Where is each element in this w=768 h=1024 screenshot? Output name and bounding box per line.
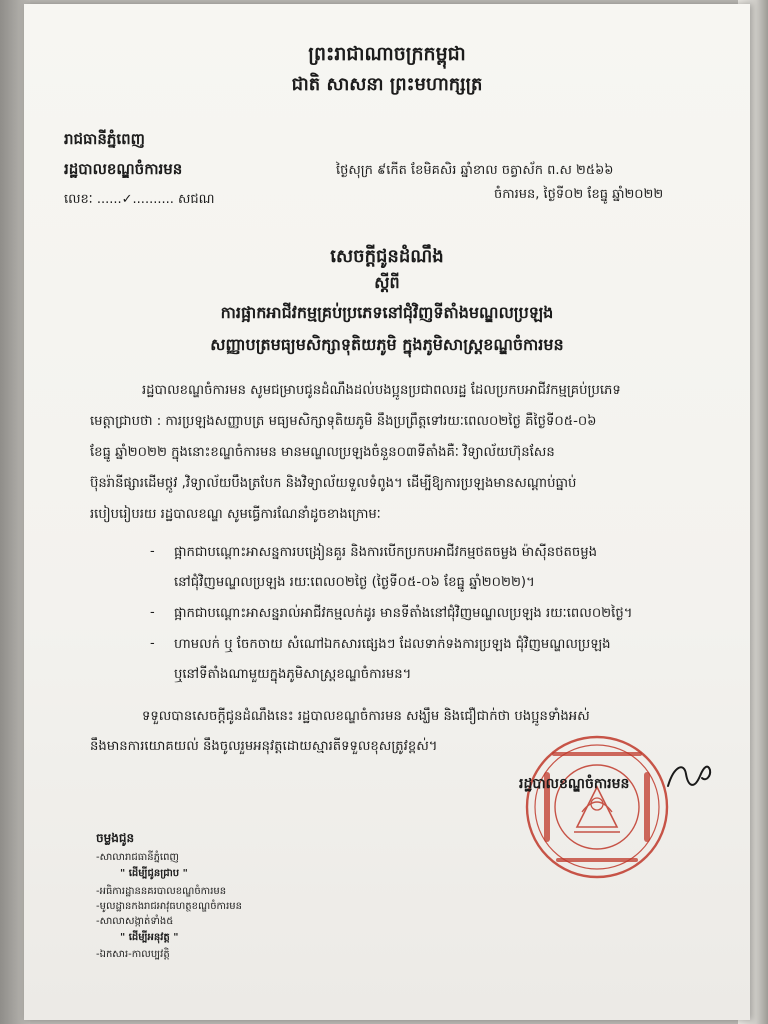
bullet-item-line: ផ្អាកជាបណ្តោះអាសន្នរាល់អាជីវកម្មលក់ដូរ មានទីតាំងនៅជុំវិញមណ្ឌលប្រឡង រយៈពេល០២ថ្ងៃ។: [174, 606, 633, 621]
bullet-dash: -: [150, 544, 155, 559]
paragraph-1-line: ប៊ុនរ៉ានីផ្សារដើមថ្កូវ ,វិទ្យាល័យបឹងត្របែក និងវិទ្យាល័យទួលទំពូង។ ដើម្បីឱ្យការប្រឡងមានសណ្តាប់ធ្នាប់: [90, 476, 577, 491]
paragraph-2-line: ទទួលបានសេចក្តីជូនដំណឹងនេះ រដ្ឋបាលខណ្ឌចំការមន សង្ឃឹម និងជឿជាក់ថា បងប្អូនទាំងអស់: [142, 709, 590, 724]
notice-about: ស្តីពី: [374, 273, 400, 292]
cc-item: -ឯកសារ-កាលប្បវត្តិ: [96, 949, 170, 960]
document-page: [24, 4, 750, 1020]
solar-date: ចំការមន, ថ្ងៃទី០២ ខែធ្នូ ឆ្នាំ២០២២: [494, 187, 664, 202]
cc-item-note: " ដើម្បីជូនជ្រាប ": [120, 868, 188, 879]
cc-item: -សាលារាជធានីភ្នំពេញ: [96, 852, 179, 863]
paragraph-1-line: រដ្ឋបាលខណ្ឌចំការមន សូមជម្រាបជូនដំណឹងដល់បងប្អូនប្រជាពលរដ្ឋ ដែលប្រកបអាជីវកម្មគ្រប់ប្រភេទ: [142, 383, 621, 398]
notice-subject-line-2: សញ្ញាបត្រមធ្យមសិក្សាទុតិយភូមិ ក្នុងភូមិសាស្រ្តខណ្ឌចំការមន: [210, 335, 564, 354]
bullet-item-line: ហាមលក់ ឬ ចែកចាយ សំណៅឯកសារផ្សេងៗ ដែលទាក់ទងការប្រឡង ជុំវិញមណ្ឌលប្រឡង: [174, 637, 611, 652]
notice-subject-line-1: ការផ្អាកអាជីវកម្មគ្រប់ប្រភេទនៅជុំវិញទីតាំងមណ្ឌលប្រឡង: [220, 303, 554, 322]
handwritten-signature: [664, 756, 714, 796]
lunar-date: ថ្ងៃសុក្រ ៩កើត ខែមិគសិរ ឆ្នាំខាល ចត្វាស័ក ព.ស ២៥៦៦: [336, 163, 614, 178]
bullet-dash: -: [150, 605, 155, 620]
bullet-item-line: ឬនៅទីតាំងណាមួយក្នុងភូមិសាស្រ្តខណ្ឌចំការមន។: [174, 667, 412, 682]
paragraph-2-line: នឹងមានការយោគយល់ នឹងចូលរួមអនុវត្តដោយស្មារតីទទួលខុសត្រូវខ្ពស់។: [90, 739, 438, 754]
paragraph-1-line: មេត្តាជ្រាបថា : ការប្រឡងសញ្ញាបត្រ មធ្យមសិក្សាទុតិយភូមិ នឹងប្រព្រឹត្តទៅរយៈពេល០២ថ្ងៃ គឺថ្ងៃទី០៥-០៦: [90, 414, 597, 429]
paragraph-1-line: ខែធ្នូ ឆ្នាំ២០២២ ក្នុងនោះខណ្ឌចំការមន មានមណ្ឌលប្រឡងចំនួន០៣ទីតាំងគឺៈ វិទ្យាល័យហ៊ុនសែន: [90, 445, 555, 460]
bullet-item-line: ផ្អាកជាបណ្តោះអាសន្នការបង្រៀនគួរ និងការបើកប្រកបអាជីវកម្មថតចម្លង ម៉ាស៊ីនថតចម្លង: [174, 545, 597, 560]
signer-name: រដ្ឋបាលខណ្ឌចំការមន: [519, 776, 630, 792]
notice-title: សេចក្តីជូនដំណឹង: [330, 246, 444, 267]
bullet-item-line: នៅជុំវិញមណ្ឌលប្រឡង រយៈពេល០២ថ្ងៃ (ថ្ងៃទី០៥-០៦ ខែធ្នូ ឆ្នាំ២០២២)។: [174, 575, 535, 590]
national-motto: ជាតិ សាសនា ព្រះមហាក្សត្រ: [291, 74, 483, 95]
cc-item: -អធិការដ្ឋាននគរបាលខណ្ឌចំការមន: [96, 886, 227, 897]
official-seal-stamp: [522, 732, 672, 882]
sender-capital: រាជធានីភ្នំពេញ: [64, 130, 145, 148]
paragraph-1-line: របៀបរៀបរយ រដ្ឋបាលខណ្ឌ សូមធ្វើការណែនាំដូចខាងក្រោមៈ: [90, 507, 381, 522]
cc-item: -មូលដ្ឋានកងរាជអាវុធហត្ថខណ្ឌចំការមន: [96, 901, 242, 912]
cc-heading: ចម្លងជូន: [96, 831, 135, 845]
cc-item: -សាលាសង្កាត់ទាំង៥: [96, 916, 174, 927]
sender-admin: រដ្ឋបាលខណ្ឌចំការមន: [64, 160, 183, 178]
kingdom-heading: ព្រះរាជាណាចក្រកម្ពុជា: [308, 43, 466, 65]
bullet-dash: -: [150, 636, 155, 651]
cc-item-note: " ដើម្បីអនុវត្ត ": [120, 932, 179, 943]
reference-number: លេខៈ ......✓.......... សជណ: [64, 192, 215, 207]
